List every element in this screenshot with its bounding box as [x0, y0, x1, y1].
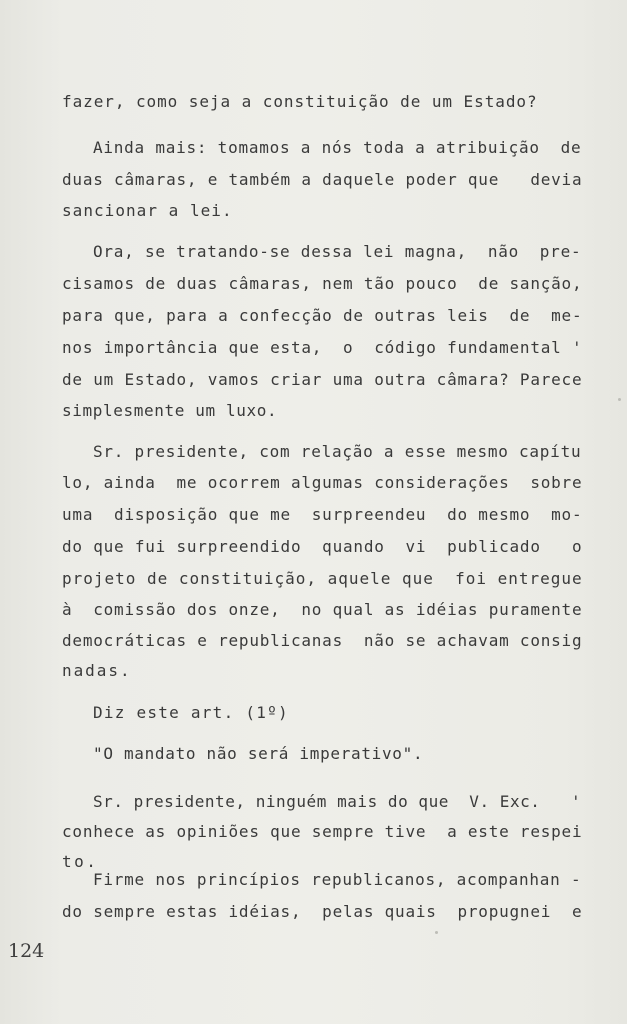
text-line-15: projeto de constituição, aquele que foi entregue — [62, 569, 583, 588]
text-line-4: sancionar a lei. — [62, 201, 233, 220]
paper-speck — [618, 398, 621, 401]
text-line-19: Diz este art. (1º) — [93, 703, 289, 722]
paper-speck — [435, 931, 438, 934]
text-line-17: democráticas e republicanas não se achavam consig — [62, 631, 583, 650]
text-line-2: Ainda mais: tomamos a nós toda a atribuição de — [93, 138, 582, 157]
text-line-16: à comissão dos onze, no qual as idéias puramente — [62, 600, 583, 619]
text-line-18: nadas. — [62, 661, 132, 680]
text-line-12: lo, ainda me ocorrem algumas considerações sobre — [62, 473, 583, 492]
text-line-23: to. — [62, 852, 99, 871]
page-number: 124 — [8, 940, 45, 962]
text-line-7: para que, para a confecção de outras leis de me- — [62, 306, 583, 325]
text-line-14: do que fui surpreendido quando vi publicado o — [62, 537, 583, 556]
text-line-11: Sr. presidente, com relação a esse mesmo capítu — [93, 442, 582, 461]
text-line-24: Firme nos princípios republicanos, acompanhan - — [93, 870, 582, 889]
text-line-25: do sempre estas idéias, pelas quais propugnei e — [62, 902, 583, 921]
text-line-1: fazer, como seja a constituição de um Estado? — [62, 92, 538, 111]
text-line-8: nos importância que esta, o código fundamental ' — [62, 338, 583, 357]
text-line-21: Sr. presidente, ninguém mais do que V. Exc. ' — [93, 792, 582, 811]
text-line-22: conhece as opiniões que sempre tive a este respei — [62, 822, 583, 841]
text-line-20: "O mandato não será imperativo". — [93, 744, 424, 763]
text-line-3: duas câmaras, e também a daquele poder que devia — [62, 170, 583, 189]
text-line-13: uma disposição que me surpreendeu do mesmo mo- — [62, 505, 583, 524]
text-line-5: Ora, se tratando-se dessa lei magna, não pre- — [93, 242, 582, 261]
text-line-6: cisamos de duas câmaras, nem tão pouco de sanção, — [62, 274, 583, 293]
text-line-10: simplesmente um luxo. — [62, 401, 278, 420]
text-line-9: de um Estado, vamos criar uma outra câmara? Parece — [62, 370, 583, 389]
